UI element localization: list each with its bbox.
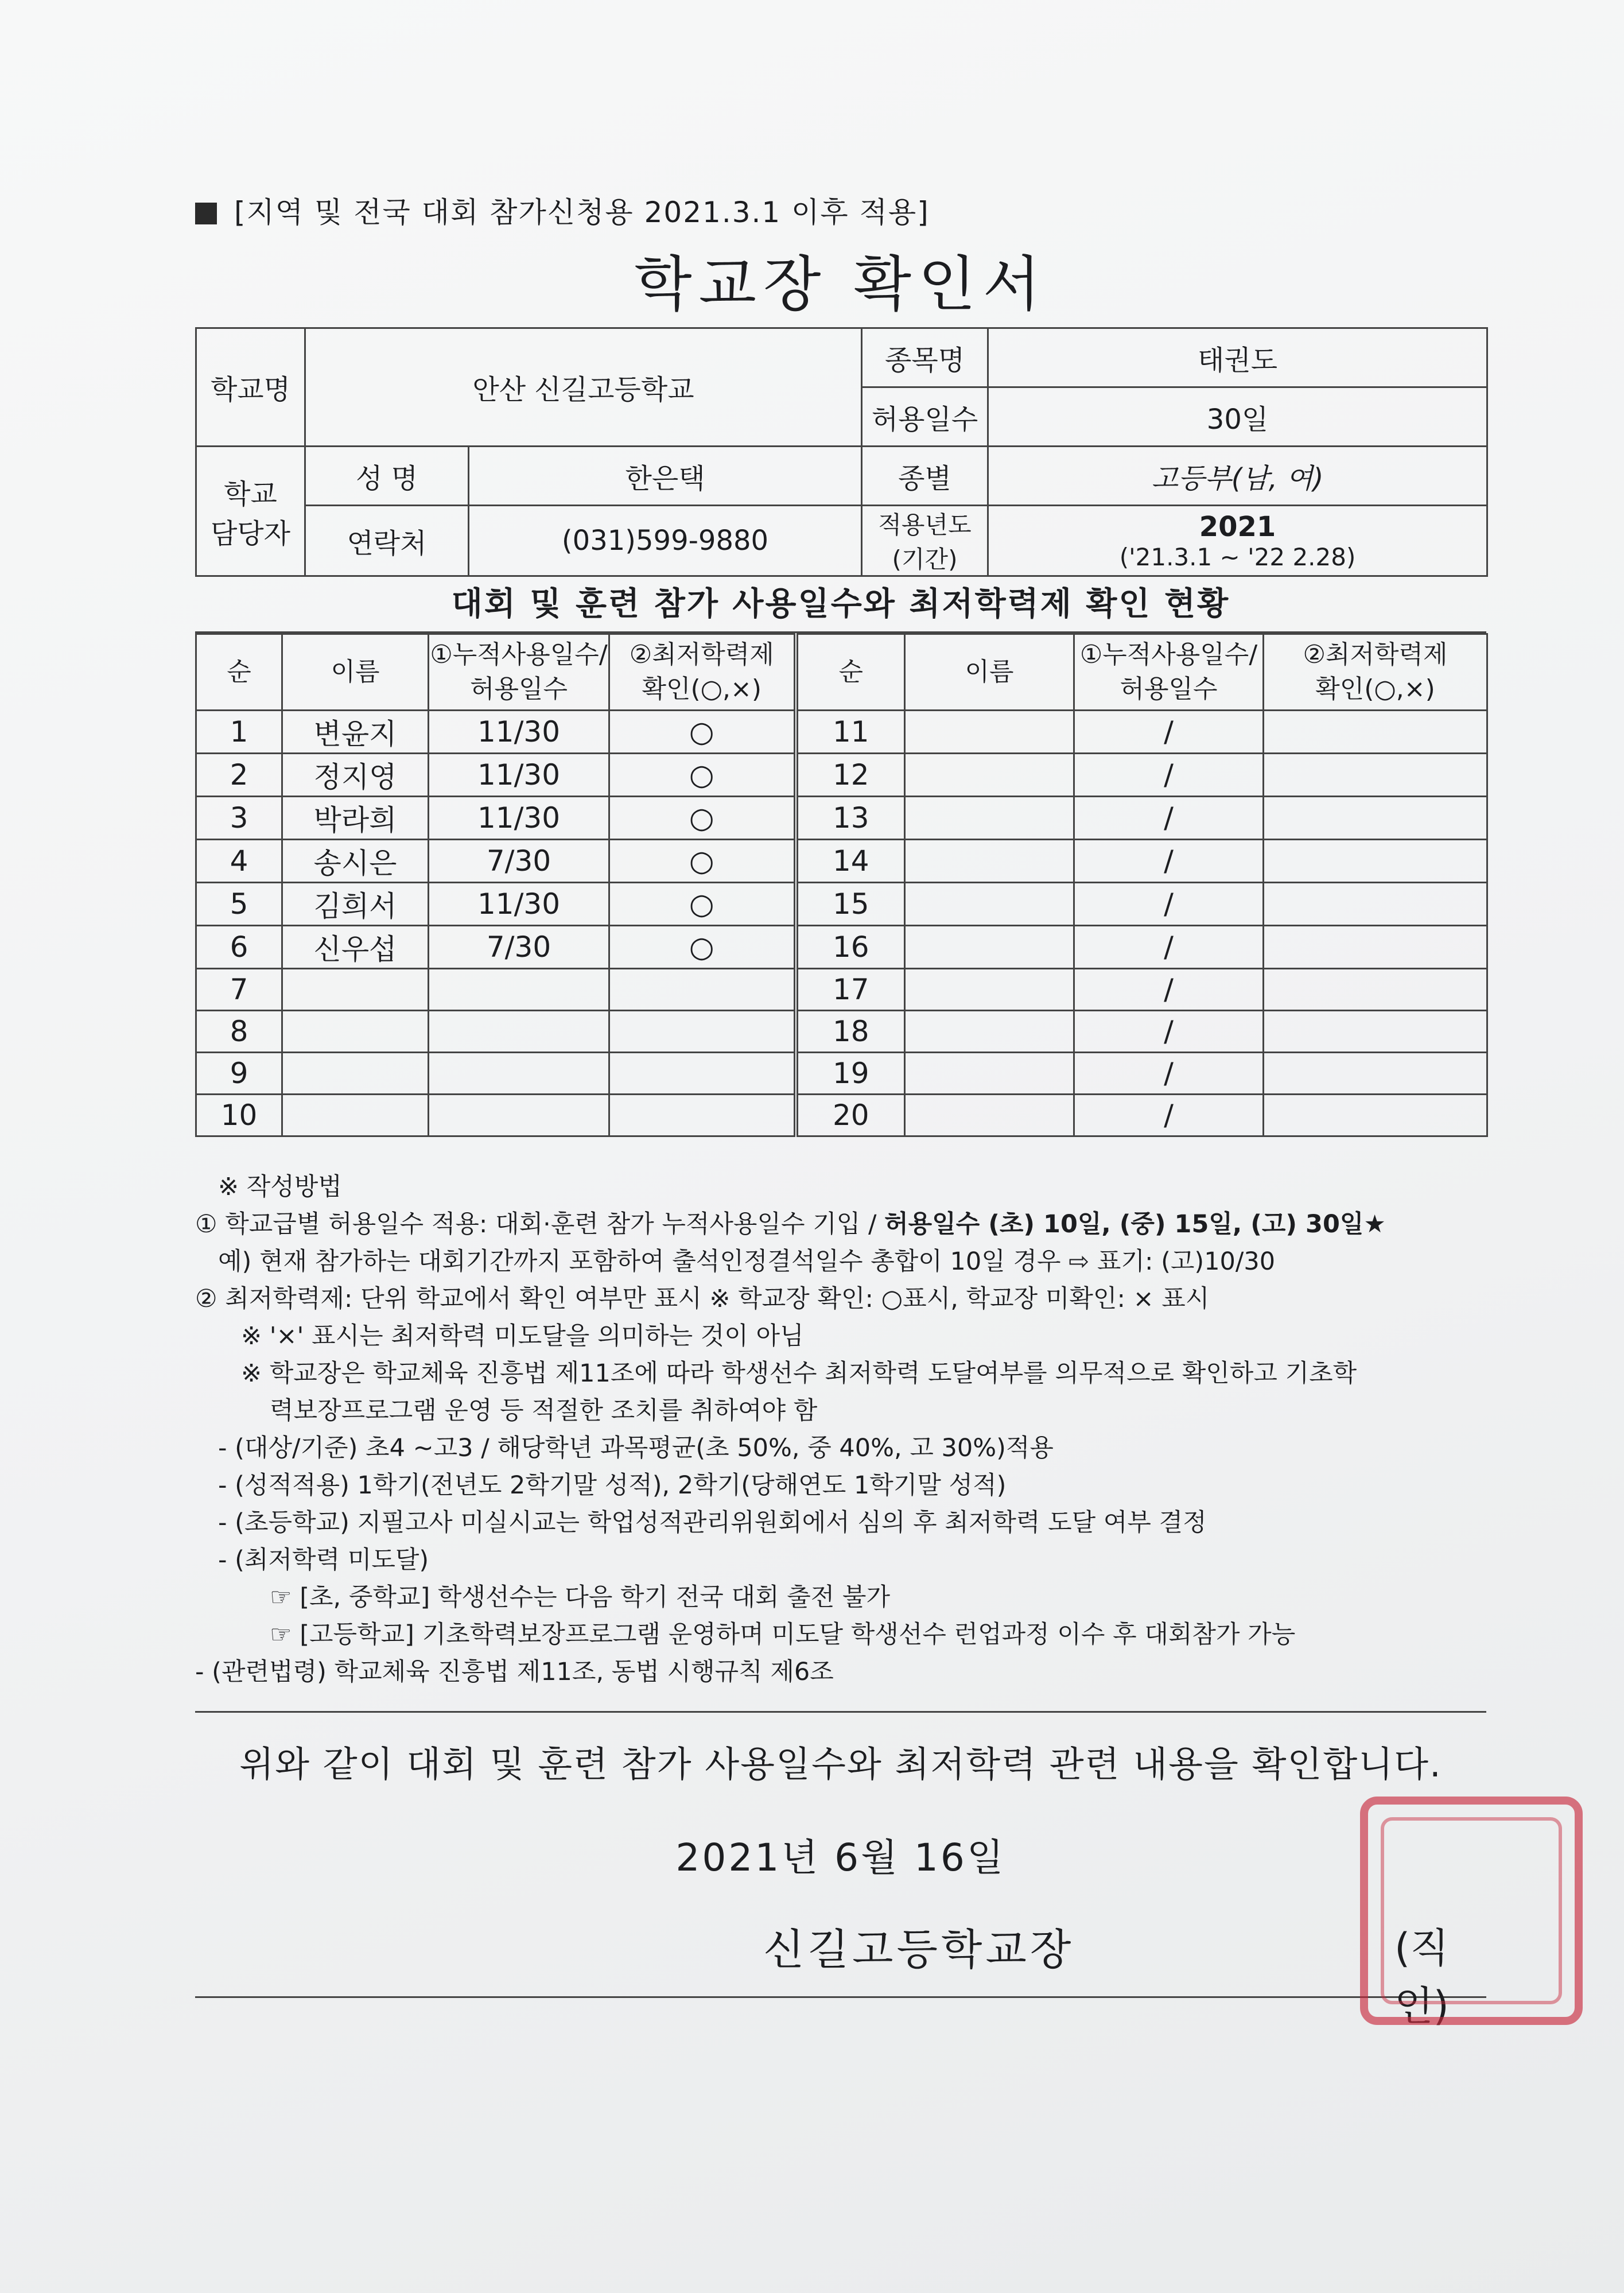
right-name-cell [905, 711, 1074, 754]
left-name-cell: 변윤지 [282, 711, 429, 754]
signer-line [195, 1916, 1486, 2030]
right-check-cell [1264, 1011, 1487, 1053]
seal-label: (직인) [1394, 1925, 1449, 2030]
header-check-line1: ②최저학력제 [629, 640, 774, 669]
right-check-cell [1264, 883, 1487, 926]
detail-1: - (대상/기준) 초4 ~고3 / 해당학년 과목평균(초 50%, 중 40%, 고 30%)적용 [218, 1434, 1054, 1462]
issue-date: 2021년 6월 16일 [675, 1836, 1006, 1880]
left-no-cell: 5 [196, 883, 282, 926]
note-2-b-line2: 력보장프로그램 운영 등 적절한 조치를 취하여야 함 [270, 1396, 818, 1425]
right-check-cell [1264, 969, 1487, 1011]
table-row [196, 1053, 1487, 1095]
year-label-line1: 적용년도 [878, 511, 972, 539]
name-label: 성 명 [305, 447, 469, 506]
table-row [196, 1095, 1487, 1136]
right-name-cell [905, 1053, 1074, 1095]
year: 2021 [1199, 510, 1276, 543]
header-note [195, 189, 1486, 235]
confirmation-statement: 위와 같이 대회 및 훈련 참가 사용일수와 최저학력 관련 내용을 확인합니다. [239, 1743, 1442, 1785]
right-days-cell: / [1074, 711, 1264, 754]
document-content [195, 189, 1486, 2030]
left-name-cell: 정지영 [282, 754, 429, 797]
right-name-cell [905, 797, 1074, 840]
contact-person-label-line2: 담당자 [210, 517, 291, 550]
right-days-cell: / [1074, 1095, 1264, 1136]
left-name-cell [282, 1011, 429, 1053]
left-check-cell: ○ [609, 840, 796, 883]
table-row [196, 797, 1487, 840]
phone-label: 연락처 [305, 506, 469, 576]
right-days-cell: / [1074, 754, 1264, 797]
header-days-line1: ①누적사용일수/ [430, 640, 608, 669]
right-no-cell: 13 [796, 797, 905, 840]
detail-4-b: ☞ [고등학교] 기초학력보장프로그램 운영하며 미도달 학생선수 런업과정 이수 후 대회참가 가능 [270, 1620, 1296, 1649]
left-name-cell: 김희서 [282, 883, 429, 926]
note-2: ② 최저학력제: 단위 학교에서 확인 여부만 표시 ※ 학교장 확인: ○표시, 학교장 미확인: × 표시 [195, 1285, 1210, 1313]
left-days-cell: 7/30 [429, 840, 609, 883]
header-check-right-line2: 확인(○,×) [1315, 674, 1435, 704]
right-check-cell [1264, 926, 1487, 969]
table-row [196, 1011, 1487, 1053]
right-days-cell: / [1074, 797, 1264, 840]
left-name-cell [282, 969, 429, 1011]
right-no-cell: 15 [796, 883, 905, 926]
right-check-cell [1264, 1095, 1487, 1136]
sport-label: 종목명 [862, 328, 988, 387]
note-2-b-line1: ※ 학교장은 학교체육 진흥법 제11조에 따라 학생선수 최저학력 도달여부를 의무적으로 확인하고 기초학 [241, 1359, 1357, 1388]
left-name-cell: 신우섭 [282, 926, 429, 969]
allowed-days: 30일 [988, 387, 1487, 447]
right-name-cell [905, 754, 1074, 797]
header-check-line2: 확인(○,×) [642, 674, 762, 704]
left-no-cell: 3 [196, 797, 282, 840]
phone: (031)599-9880 [469, 506, 862, 576]
right-no-cell: 16 [796, 926, 905, 969]
right-no-cell: 19 [796, 1053, 905, 1095]
note-1 [195, 1206, 1486, 1243]
signer-name: 신길고등학교장 [763, 1925, 1075, 1974]
header-days-right-line1: ①누적사용일수/ [1079, 640, 1258, 669]
detail-2: - (성적적용) 1학기(전년도 2학기말 성적), 2학기(당해연도 1학기말 성적) [218, 1471, 1007, 1500]
left-name-cell [282, 1053, 429, 1095]
left-no-cell: 10 [196, 1095, 282, 1136]
table-row [196, 883, 1487, 926]
note-2-a: ※ '×' 표시는 최저학력 미도달을 의미하는 것이 아님 [241, 1322, 804, 1351]
left-no-cell: 7 [196, 969, 282, 1011]
left-check-cell: ○ [609, 754, 796, 797]
divider-line [195, 1711, 1486, 1713]
note-1-example: 예) 현재 참가하는 대회기간까지 포함하여 출석인정결석일수 총합이 10일 경우 ⇨ 표기: (고)10/30 [218, 1247, 1276, 1276]
right-name-cell [905, 1095, 1074, 1136]
contact-name: 한은택 [469, 447, 862, 506]
square-bullet-icon [195, 203, 217, 224]
right-no-cell: 20 [796, 1095, 905, 1136]
table-row [196, 926, 1487, 969]
header-check-right-line1: ②최저학력제 [1303, 640, 1448, 669]
header-no-right: 순 [796, 634, 905, 711]
table-row [196, 754, 1487, 797]
header-days-right [1074, 634, 1264, 711]
year-cell [988, 506, 1487, 576]
allowed-days-label: 허용일수 [862, 387, 988, 447]
note-1-text: ① 학교급별 허용일수 적용: 대회·훈련 참가 누적사용일수 기입 / [195, 1210, 885, 1239]
left-days-cell [429, 1095, 609, 1136]
right-name-cell [905, 1011, 1074, 1053]
right-days-cell: / [1074, 1053, 1264, 1095]
header-no: 순 [196, 634, 282, 711]
header-check [609, 634, 796, 711]
bottom-divider-line [195, 1996, 1486, 1998]
left-days-cell [429, 1011, 609, 1053]
left-name-cell [282, 1095, 429, 1136]
note-1-bold: 허용일수 (초) 10일, (중) 15일, (고) 30일★ [884, 1210, 1386, 1239]
table-row [196, 969, 1487, 1011]
left-check-cell [609, 1011, 796, 1053]
detail-4: - (최저학력 미도달) [218, 1546, 429, 1574]
right-days-cell: / [1074, 840, 1264, 883]
right-check-cell [1264, 1053, 1487, 1095]
header-days-right-line2: 허용일수 [1120, 674, 1218, 704]
left-no-cell: 6 [196, 926, 282, 969]
school-name-label: 학교명 [196, 328, 305, 447]
left-no-cell: 8 [196, 1011, 282, 1053]
left-name-cell: 박라희 [282, 797, 429, 840]
period: ('21.3.1 ~ '22 2.28) [1119, 542, 1356, 571]
right-days-cell: / [1074, 926, 1264, 969]
right-check-cell [1264, 711, 1487, 754]
left-check-cell [609, 1053, 796, 1095]
left-check-cell: ○ [609, 883, 796, 926]
right-name-cell [905, 883, 1074, 926]
detail-5: - (관련법령) 학교체육 진흥법 제11조, 동법 시행규칙 제6조 [195, 1658, 834, 1686]
detail-4-a: ☞ [초, 중학교] 학생선수는 다음 학기 전국 대회 출전 불가 [270, 1583, 891, 1612]
contact-person-label-line1: 학교 [224, 478, 277, 510]
instructions [195, 1169, 1486, 1691]
right-check-cell [1264, 797, 1487, 840]
category-label: 종별 [862, 447, 988, 506]
table-row [196, 711, 1487, 754]
header-check-right [1264, 634, 1487, 711]
right-days-cell: / [1074, 969, 1264, 1011]
left-check-cell: ○ [609, 926, 796, 969]
left-days-cell: 11/30 [429, 711, 609, 754]
left-days-cell: 11/30 [429, 797, 609, 840]
right-name-cell [905, 840, 1074, 883]
left-no-cell: 9 [196, 1053, 282, 1095]
table-header-row [196, 634, 1487, 711]
left-days-cell: 7/30 [429, 926, 609, 969]
header-name: 이름 [282, 634, 429, 711]
instructions-heading: ※ 작성방법 [218, 1173, 342, 1201]
header-days-line2: 허용일수 [469, 674, 568, 704]
section-title: 대회 및 훈련 참가 사용일수와 최저학력제 확인 현황 [195, 577, 1486, 633]
left-check-cell [609, 969, 796, 1011]
info-table [195, 327, 1488, 577]
right-check-cell [1264, 840, 1487, 883]
right-no-cell: 18 [796, 1011, 905, 1053]
seal-inner-border [1381, 1817, 1562, 2004]
year-label-line2: (기간) [892, 545, 958, 573]
contact-person-label [196, 447, 305, 576]
header-note-text: [지역 및 전국 대회 참가신청용 2021.3.1 이후 적용] [234, 196, 930, 229]
right-no-cell: 14 [796, 840, 905, 883]
left-days-cell: 11/30 [429, 754, 609, 797]
category: 고등부(남, 여) [988, 447, 1487, 506]
right-no-cell: 11 [796, 711, 905, 754]
left-days-cell: 11/30 [429, 883, 609, 926]
right-name-cell [905, 926, 1074, 969]
left-days-cell [429, 969, 609, 1011]
school-name: 안산 신길고등학교 [305, 328, 862, 447]
left-name-cell: 송시은 [282, 840, 429, 883]
detail-3: - (초등학교) 지필고사 미실시교는 학업성적관리위원회에서 심의 후 최저학력 도달 여부 결정 [218, 1508, 1207, 1537]
left-check-cell: ○ [609, 797, 796, 840]
right-check-cell [1264, 754, 1487, 797]
left-no-cell: 4 [196, 840, 282, 883]
left-no-cell: 1 [196, 711, 282, 754]
sport: 태권도 [988, 328, 1487, 387]
right-days-cell: / [1074, 883, 1264, 926]
left-days-cell [429, 1053, 609, 1095]
left-check-cell [609, 1095, 796, 1136]
left-check-cell: ○ [609, 711, 796, 754]
year-label [862, 506, 988, 576]
right-name-cell [905, 969, 1074, 1011]
right-days-cell: / [1074, 1011, 1264, 1053]
right-no-cell: 17 [796, 969, 905, 1011]
table-row [196, 840, 1487, 883]
header-days [429, 634, 609, 711]
right-no-cell: 12 [796, 754, 905, 797]
header-name-right: 이름 [905, 634, 1074, 711]
left-no-cell: 2 [196, 754, 282, 797]
document-title: 학교장 확인서 [634, 249, 1047, 319]
official-seal-stamp [1360, 1797, 1583, 2025]
participants-table [195, 633, 1488, 1137]
